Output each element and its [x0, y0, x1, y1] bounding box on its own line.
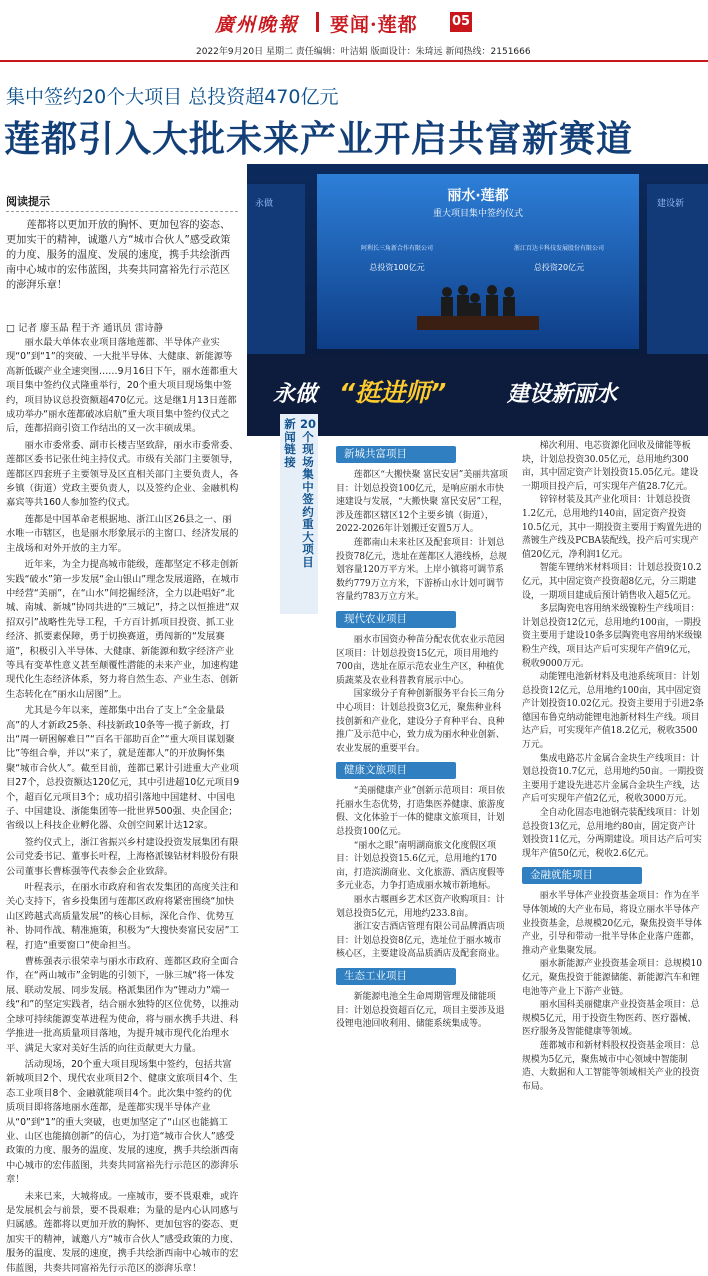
- article-paragraph: 近年来，为全力提高城市能级，莲都坚定不移走创新实践“破水”第一步发展“金山银山”理念发展道路，在城市中经营“美丽”，在“山水”间挖掘经济，全力以赴唱好“北城、南城、新城”协同共进的“三城记”，持之以恒推进“双招双引”战略性先导工程，千方百计抓项目投资、抓工业经济、抓要素保障，勇于切换赛道，勇闯新的“发展赛道”，积极引入半导体、大健康、新能源和数字经济产业等具有变革性意义甚至颠覆性潜能的未来产业，加速构建现代化生态经济体系，努力将自然生态、产业生态、创新生态转化在“丽水山居图”上。: [6, 559, 240, 700]
- reading-tip-body: 莲都将以更加开放的胸怀、更加包容的姿态、更加实干的精神，诚邀八方“城市合伙人”感受政策的力度、服务的温度、发展的速度，携手共绘浙西南中心城市的宏伟蓝图，共奏共同富裕先行示范区的澎湃乐章！: [6, 220, 231, 291]
- header-rule: [0, 60, 708, 62]
- article-paragraph: 活动现场，20个重大项目现场集中签约，包括共富新城项目2个、现代农业项目2个、健康文旅项目4个、生态工业项目8个、金融就能项目4个。此次集中签约的优质项目即将落地丽水莲都，是莲都实现半导体产业从“0”到“1”的重大突破，也更加坚定了“山区也能搞工业、山区也能搞创新”的信心，为打造“城市合伙人”感受政策的力度、服务的温度、发展的速度，携手共绘浙西南中心城市的宏伟蓝图，共奏共同富裕先行示范区的澎湃乐章！: [6, 1058, 239, 1186]
- project-paragraph: 智能车锂纳米材料项目：计划总投资10.2亿元，其中固定资产投资超8亿元，分三期建设，一期项目建成后预计销售收入超5亿元。: [522, 563, 702, 601]
- signing-ceremony-photo: [247, 164, 708, 436]
- sidebar-label-projects: 20个现场集中签约重大项目: [300, 417, 317, 569]
- article-paragraph: 叶程表示，在丽水市政府和省农发集团的高度关注和关心支持下，省乡投集团与莲都区政府将紧密围绕“加快山区跨越式高质量发展”的核心目标，深化合作、优势互补、协同作战、精准施策，积极为“大搜快奏富民安居”工程，打造“重要窗口”使命担当。: [6, 882, 239, 951]
- reading-tip-title: 阅读提示: [6, 193, 238, 212]
- project-paragraph: 丽水市国资办种苗分配农优农业示范园区项目：计划总投资15亿元，项目用地约700亩，选址在原示范农业生产区，种植优质蔬菜及农业科普教育展示中心。: [336, 634, 505, 686]
- dateline: 2022年9月20日 星期二 责任编辑：叶洁娟 版面设计：朱琦远 新闻热线：2151666: [196, 47, 531, 57]
- screen-right-company: 浙江百达卡科技发展股份有限公司: [513, 245, 605, 252]
- project-paragraph: 丽水新能源产业投资基金项目：总规模10亿元，聚焦投资于能源储能、新能源汽车和锂电池等产业上下游产业链。: [522, 959, 702, 997]
- masthead-divider: [316, 12, 319, 32]
- kicker-headline: 集中签约20个大项目 总投资超470亿元: [6, 86, 339, 108]
- article-paragraph: 签约仪式上，浙江省振兴乡村建设投资发展集团有限公司党委书记、董事长叶程，上海格派镍钴材料股份有限公司董事长曹栋强等代表参会企业致辞。: [6, 836, 239, 877]
- section-header-agriculture: 现代农业项目: [336, 611, 456, 628]
- section-header-finance: 金融就能项目: [522, 867, 642, 884]
- screen-subtitle: 重大项目集中签约仪式: [432, 209, 524, 219]
- project-paragraph: 浙江安吉酒店管理有限公司品牌酒店项目：计划总投资8亿元，选址位于丽水城市核心区，主要建设高品质酒店及配套商业。: [336, 922, 505, 960]
- side-left-text: 永做: [255, 199, 274, 209]
- signing-table: [417, 316, 539, 330]
- right-side-screen: [647, 184, 708, 354]
- left-column-article: [6, 336, 240, 1274]
- section-name: 要闻·莲都: [330, 14, 418, 36]
- photo-illustration: [247, 164, 708, 436]
- project-paragraph: 莲都城市和新材料股权投资基金项目：总规模为5亿元，聚焦城市中心领域中智能制造、大数据和人工智能等领域相关产业的投资布局。: [522, 1040, 700, 1092]
- section-header-health-tourism: 健康文旅项目: [336, 762, 456, 779]
- sidebar-label-news-link: 新闻链接: [284, 417, 296, 469]
- slogan-part-c: 建设新丽水: [507, 382, 618, 407]
- page-number-badge: 05: [450, 12, 472, 32]
- project-paragraph: 丽水国科美丽健康产业投资基金项目：总规模5亿元，用于投资生物医药、医疗器械、医疗服务及智能健康等领域。: [522, 1000, 700, 1038]
- screen-title: 丽水·莲都: [447, 188, 509, 204]
- middle-column: [336, 440, 508, 1160]
- screen-left-company: 阿利长三角新合作有限公司: [360, 245, 434, 252]
- project-paragraph: 全自动化固态电池钢壳装配线项目：计划总投资13亿元，总用地约80亩，固定资产计划投资11亿元，分两期建设。项目达产后可实现年产值50亿元，税收2.6亿元。: [522, 808, 702, 859]
- article-paragraph: 尤其是今年以来，莲都集中出台了支上“全金量最高”的人才新政25条、科技新政10条等一揽子新政，打出“周一研困解难日”“百名干部助百企”“重大项目谋划聚比”等组合拳，并以“来了，就是莲都人”的开放胸怀集聚“城市合伙人”。截至目前，莲都已累计引进重大产业项目27个，总投资额达120亿元，其中引进超10亿元项目9个，超百亿元项目3个；成功招引落地中国建材、中国电子、中国建设、浙能集团等一批世界500强、央企国企；省级以上科技企业孵化器、众创空间累计达12家。: [6, 705, 240, 832]
- project-paragraph: 丽水半导体产业投资基金项目：作为在半导体领域的大产业布局，将设立丽水半导体产业投资基金，总规模20亿元，聚焦投资半导体产业，引导和带动一批半导体企业落户莲都，推动产业集聚发展。: [522, 891, 702, 956]
- project-paragraph: 锌锌材装及其产业化项目：计划总投资1.2亿元，总用地约140亩，固定资产投资10.5亿元，其中一期投资主要用于购置先进的蒸镀生产线及PCBA装配线，投产后可实现产值20亿元，净利润1亿元。: [522, 495, 702, 560]
- project-paragraph: 新能源电池全生命周期管理及储能项目：计划总投资超百亿元，项目主要涉及退役锂电池回收利用、储能系统集成等。: [336, 992, 505, 1030]
- project-paragraph: 丽水古堰画乡艺术区资产收购项目：计划总投资5亿元，用地约233.8亩。: [336, 895, 505, 919]
- masthead: [0, 0, 708, 40]
- project-paragraph: 莲都区“大搬快聚 富民安居”美丽共富项目：计划总投资100亿元，是响应丽水市快速建设与发展，“大搬快聚 富民安居”工程，涉及莲都区辖区12个主要乡镇（街道），2022-2026年计划搬迁安置5万人。: [336, 470, 508, 535]
- byline: □ 记者 廖玉晶 程于齐 通讯员 雷诗静: [6, 323, 164, 334]
- slogan-part-b: “挺进师”: [339, 378, 447, 407]
- article-paragraph: 曹栋强表示很荣幸与丽水市政府、莲都区政府全面合作，在“两山城市”金钥匙的引领下，一脉三城“将一体发展、联动发展、同步发展。格派集团作为“锂动力”端一线“和”的坚定实践者，结合丽水独特的区位优势，以推动全球可持续能源变革进程为使命，将与丽水携手共进、科学推进一批高质量项目落地，为提升城市现代化治理水平、满足大家对美好生活的向往贡献更大力量。: [6, 956, 239, 1054]
- project-paragraph: 国家级分子育种创新服务平台长三角分中心项目：计划总投资3亿元，聚焦种业科技创新和产业化，建设分子育种平台、良种推广及示范中心，致力成为丽水种业创新、农业发展的重要平台。: [336, 689, 505, 754]
- slogan-part-a: 永做: [273, 382, 318, 407]
- right-column: [522, 440, 704, 1160]
- side-right-text: 建设新: [657, 199, 685, 209]
- project-paragraph: 动能锂电池新材料及电池系统项目：计划总投资12亿元，总用地约100亩，其中固定资产计划投资10.02亿元。投资主要用于引进2条德国布鲁克纳动能锂电池新材料生产线。项目达产后，可实现年产值18.2亿元，税收3500万元。: [522, 672, 704, 751]
- screen-left-amount: 总投资100亿元: [369, 263, 425, 272]
- article-paragraph: 丽水市委常委、副市长楼吉坚致辞，丽水市委常委、莲都区委书记张仕纯主持仪式。市级有关部门主要领导，莲都区四套班子主要领导及区直相关部门主要负责人，各乡镇（街道）党政主要负责人，以及签约企业、金融机构嘉宾等共160人参加签约仪式。: [6, 439, 239, 509]
- project-paragraph: “丽水之眼”南明湖商旅文化度假区项目：计划总投资15.6亿元，总用地约170亩，打造滨湖商业、文化旅游、酒店度假等多元业态，力争打造成丽水城市新地标。: [336, 840, 505, 892]
- reading-tip-box: [6, 193, 238, 291]
- project-paragraph: 集成电路芯片金属合金块生产线项目：计划总投资10.7亿元，总用地约50亩。一期投资主要用于建设先进芯片金属合金块生产线，达产后可实现年产值2亿元，税收3000万元。: [522, 753, 704, 805]
- project-paragraph: “美丽健康产业”创新示范项目：项目依托丽水生态优势，打造集医养健康、旅游度假、文化体验于一体的健康文旅项目，计划总投资100亿元。: [336, 786, 505, 838]
- project-paragraph: 多层陶瓷电容用纳米级镍粉生产线项目：计划总投资12亿元，总用地约100亩，一期投资主要用于建设10条多层陶瓷电容用纳米级镍粉生产线，项目达产后可实现年产值9亿元，税收9000万元。: [522, 604, 702, 669]
- section-header-new-city: 新城共富项目: [336, 446, 456, 463]
- section-header-eco-industry: 生态工业项目: [336, 968, 456, 985]
- screen-right-amount: 总投资20亿元: [533, 263, 585, 272]
- main-headline: 莲都引入大批未来产业开启共富新赛道: [4, 119, 634, 160]
- article-paragraph: 未来已来，大城将成。一座城市，要不畏艰难，或许是发展机会与前景，要不畏艰难；为量的是内心认同感与归属感。莲都将以更加开放的胸怀、更加包容的姿态、更加实干的精神，诚邀八方“城市合伙人”感受政策的力度、服务的温度、发展的速度，携手共绘浙西南中心城市的宏伟蓝图，共奏共同富裕先行示范区的澎湃乐章！: [6, 1190, 239, 1274]
- article-paragraph: 莲都是中国革命老根据地、浙江山区26县之一、丽水唯一市辖区，也是丽水形象展示的主窗口、经济发展的主战场和对外开放的主力军。: [6, 513, 239, 554]
- project-paragraph: 梯次利用、电芯资源化回收及储能等板块，计划总投资30.05亿元，总用地约300亩，其中固定资产计划投资15.05亿元。建设一期项目投产后，可实现年产值28.7亿元。: [522, 441, 699, 492]
- article-paragraph: 丽水最大单体农业项目落地莲都、半导体产业实现“0”到“1”的突破、一大批半导体、大健康、新能源等高新低碳产业全速突围……9月16日下午，丽水莲都重大项目集中签约仪式隆重举行，20个重大项目现场集中签约，项目协议总投资额超470亿元。这是继1月13日莲都成功举办“丽水莲都破冰启航”重大项目集中签约仪式之后，莲都招商引资工作结出的又一次丰硕成果。: [6, 337, 238, 435]
- project-paragraph: 莲都南山未来社区及配套项目：计划总投资78亿元，选址在莲都区人港线桥，总规划容量120万平方米。上岸小镇将可调节系数约779万立方米，下游桥山水计划可调节容量约783万立方米。: [336, 537, 508, 603]
- left-side-screen: [247, 184, 305, 354]
- newspaper-logo: 廣州晚報: [215, 14, 300, 36]
